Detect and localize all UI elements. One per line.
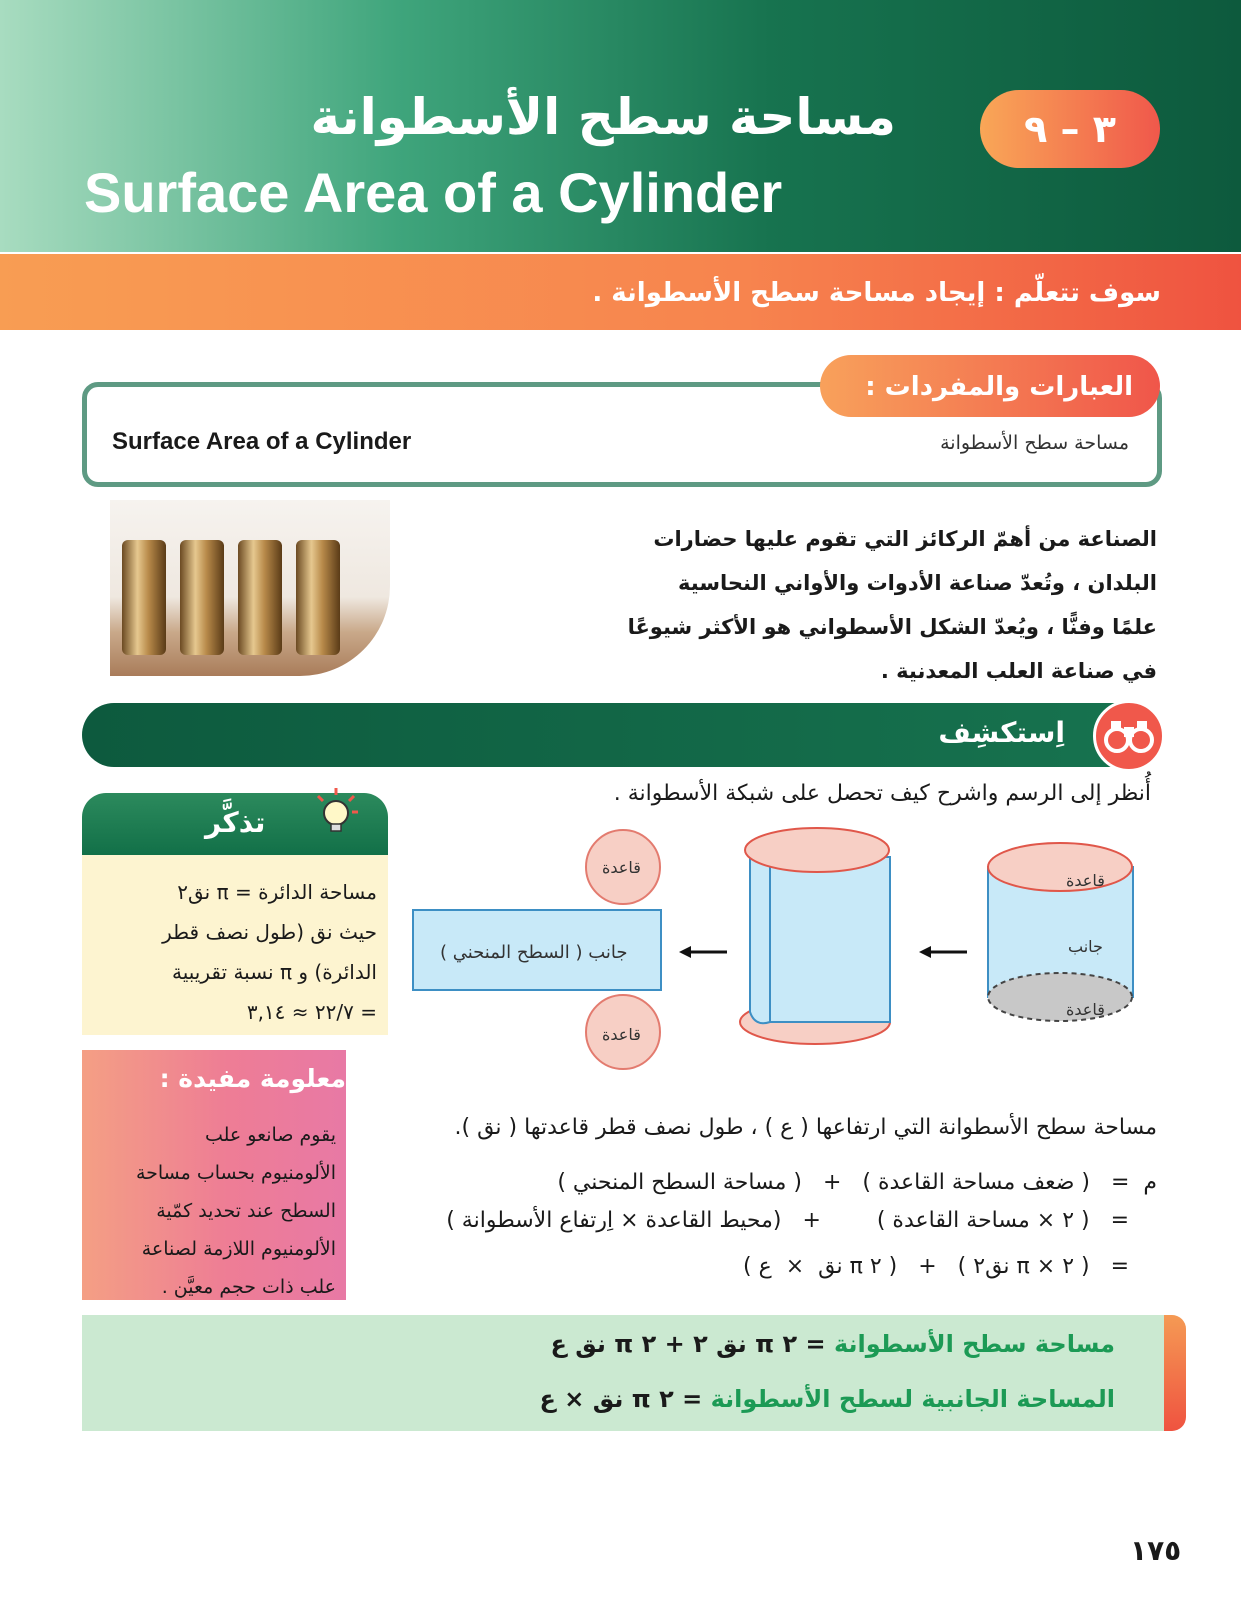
binoculars-icon [1093,700,1165,772]
formula-row: = ( ٢ × مساحة القاعدة ) + (محيط القاعدة × اِرتفاع الأسطوانة ) [446,1208,1157,1233]
useful-info-text [96,1116,336,1306]
summary-formula: = ٢ π نق ٢ + ٢ π نق ع [550,1330,834,1358]
remember-line: حيث نق (طول نصف قطر [162,920,377,944]
cans-illustration [110,500,390,676]
intro-line: علمًا وفنًّا ، ويُعدّ الشكل الأسطواني هو الأكثر شيوعًا [627,615,1157,639]
formula-intro: مساحة سطح الأسطوانة التي ارتفاعها ( ع ) ، طول نصف قطر قاعدتها ( نق ). [454,1115,1157,1140]
useful-info-line: علب ذات حجم معيَّن . [161,1276,336,1298]
useful-info-line: يقوم صانعو علب [204,1124,336,1146]
diagram-label-base: قاعدة [1066,871,1105,890]
remember-line: = ٢٢/٧ ≈ ٣,١٤ [246,1000,377,1024]
explore-instruction: أُنظر إلى الرسم واشرح كيف تحصل على شبكة الأسطوانة . [613,781,1151,806]
formula-row: م = ( ضعف مساحة القاعدة ) + ( مساحة السطح المنحني ) [557,1170,1157,1195]
diagram-label-base: قاعدة [602,1025,641,1044]
useful-info-line: الألومنيوم اللازمة لصناعة [141,1238,336,1260]
arrow-left-icon [919,946,967,958]
useful-info-line: السطح عند تحديد كمّية [156,1200,336,1222]
objective-text: سوف تتعلّم : إيجاد مساحة سطح الأسطوانة . [592,278,1161,308]
summary-formula: = ٢ π نق × ع [539,1385,711,1413]
useful-info-title: معلومة مفيدة : [159,1064,346,1093]
summary-lateral-area [540,1385,1115,1413]
lesson-title-ar: مساحة سطح الأسطوانة [310,88,896,146]
diagram-label-side: جانب [1068,937,1103,956]
closed-cylinder [988,843,1133,1021]
diagram-label-base: قاعدة [1066,1000,1105,1019]
summary-accent [1164,1315,1186,1431]
intro-line: في صناعة العلب المعدنية . [880,659,1157,683]
summary-label: مساحة سطح الأسطوانة [833,1330,1115,1358]
remember-title: تذكَّر [205,806,266,839]
unrolling-cylinder [740,828,890,1044]
lesson-title-en: Surface Area of a Cylinder [84,161,783,224]
arrow-left-icon [679,946,727,958]
vocabulary-term-en: Surface Area of a Cylinder [112,428,412,455]
explore-title: اِستكشِف [938,716,1065,749]
remember-line: الدائرة) و π نسبة تقريبية [172,960,377,984]
summary-label: المساحة الجانبية لسطح الأسطوانة [710,1385,1115,1413]
intro-line: البلدان ، وتُعدّ صناعة الأدوات والأواني النحاسية [678,571,1157,595]
diagram-label-curved-surface: جانب ( السطح المنحني ) [440,942,628,963]
intro-paragraph [597,517,1157,693]
formula-row: = ( ٢ × π نق٢ ) + ( ٢ π نق × ع ) [743,1254,1157,1279]
diagram-label-base: قاعدة [602,858,641,877]
summary-surface-area [551,1330,1115,1358]
remember-text [107,872,377,1032]
page-number: ١٧٥ [1130,1534,1182,1567]
intro-line: الصناعة من أهمّ الركائز التي تقوم عليها حضارات [653,527,1157,551]
lesson-number-badge: ٣ – ٩ [980,90,1160,168]
vocabulary-term-ar: مساحة سطح الأسطوانة [940,432,1129,454]
remember-line: مساحة الدائرة = π نق٢ [177,880,377,904]
copper-cans-photo [110,500,390,676]
lightbulb-icon [306,780,366,840]
vocabulary-title: العبارات والمفردات : [865,372,1133,402]
useful-info-line: الألومنيوم بحساب مساحة [135,1162,336,1184]
